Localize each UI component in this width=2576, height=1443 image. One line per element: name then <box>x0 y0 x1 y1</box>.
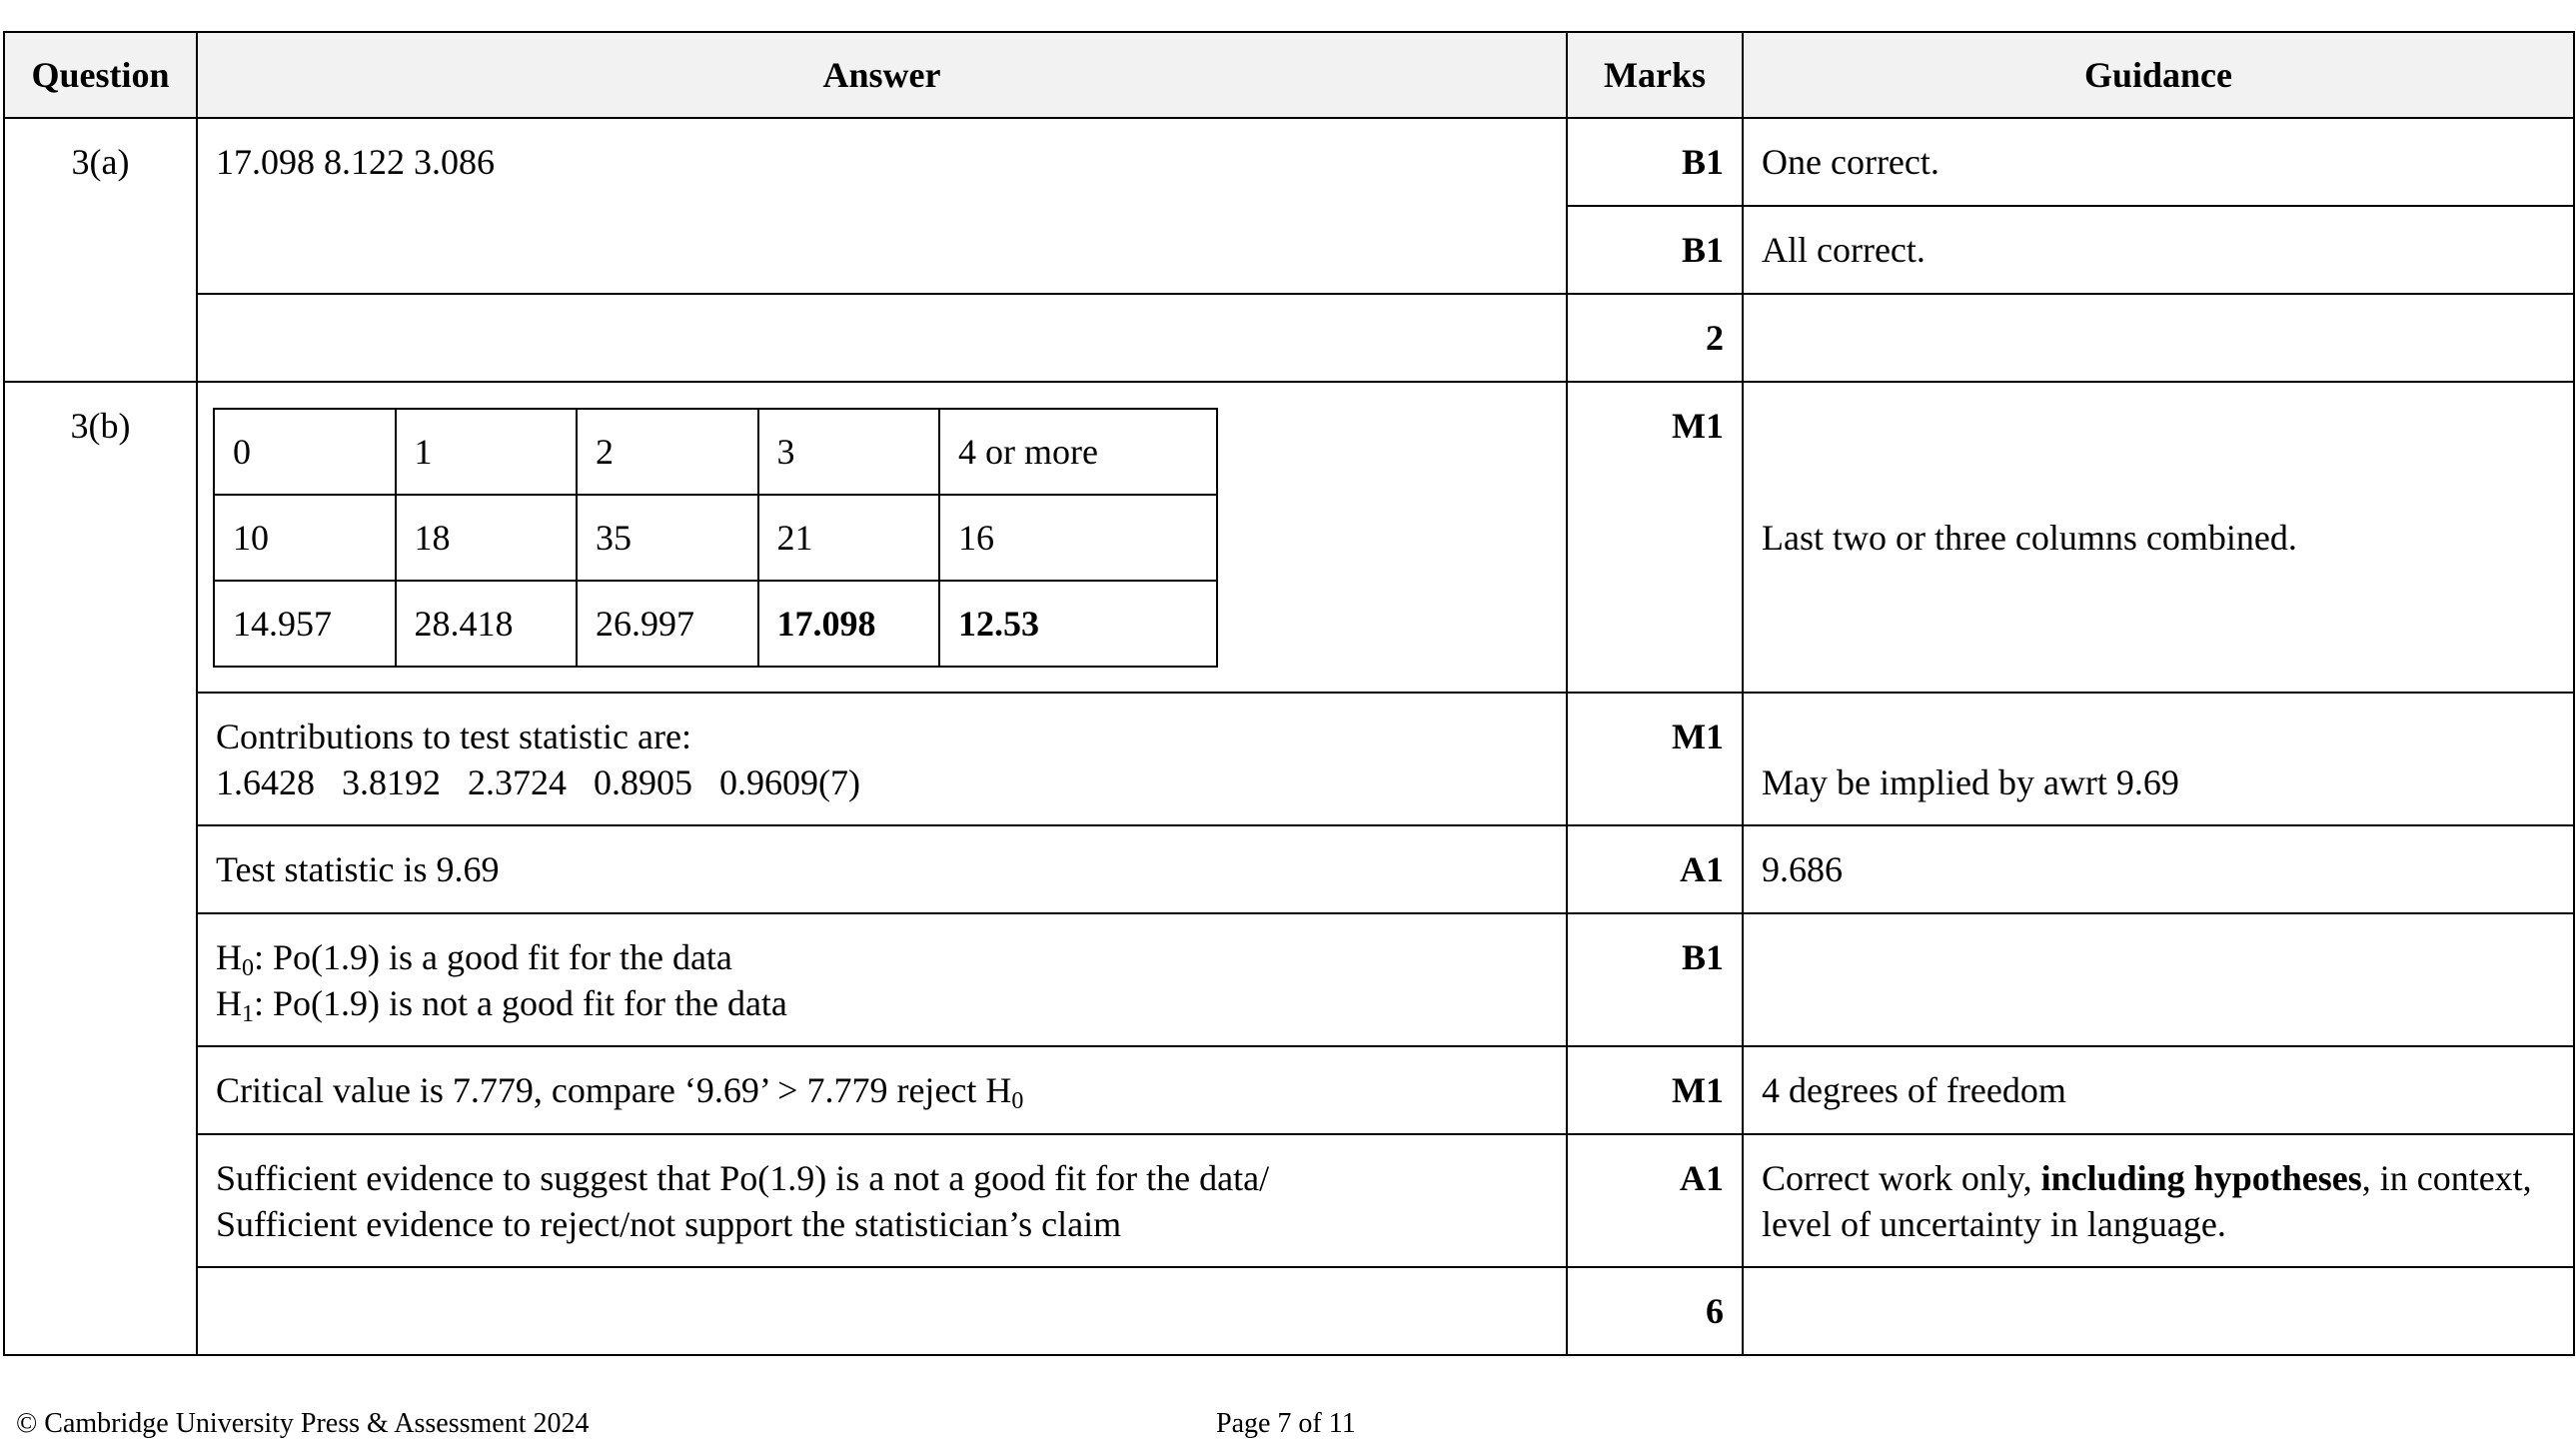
q3a-mark-1: B1 <box>1567 118 1743 206</box>
mark-scheme-table <box>3 31 2575 1356</box>
header-guidance: Guidance <box>1743 32 2574 118</box>
q3b-guidance-5: 4 degrees of freedom <box>1743 1046 2574 1134</box>
q3b-row-hypotheses <box>4 913 2574 1046</box>
conclusion-line-1: Sufficient evidence to suggest that Po(1.9) is a not a good fit for the data/ <box>216 1158 1270 1198</box>
ft-r3-c4: 17.098 <box>758 581 940 667</box>
footer-page-number: Page 7 of 11 <box>1216 1408 1356 1439</box>
q3b-mark-1: M1 <box>1567 382 1743 693</box>
q3b-total-row <box>4 1267 2574 1355</box>
q3b-guidance-4 <box>1743 913 2574 1046</box>
ft-r1-c3: 2 <box>577 409 758 495</box>
h0-text: : Po(1.9) is a good fit for the data <box>254 937 732 977</box>
q3a-total-guidance-cell <box>1743 294 2574 382</box>
frequency-table-row-observed <box>214 495 1217 581</box>
frequency-table-row-values <box>214 409 1217 495</box>
null-hypothesis <box>216 934 1548 980</box>
footer-copyright: © Cambridge University Press & Assessment 2024 <box>16 1408 590 1439</box>
h1-subscript: 1 <box>242 1001 254 1027</box>
h0-symbol: H <box>216 937 242 977</box>
q3b-hypotheses <box>197 913 1567 1046</box>
ft-r3-c2: 28.418 <box>396 581 578 667</box>
q3b-total: 6 <box>1567 1267 1743 1355</box>
ft-r1-c5: 4 or more <box>939 409 1217 495</box>
q3b-row-test-statistic <box>4 825 2574 913</box>
ft-r2-c1: 10 <box>214 495 396 581</box>
header-question: Question <box>4 32 197 118</box>
q3b-row-table <box>4 382 2574 693</box>
ft-r2-c5: 16 <box>939 495 1217 581</box>
q3b-mark-5: M1 <box>1567 1046 1743 1134</box>
h1-symbol: H <box>216 983 242 1023</box>
q3a-row-1 <box>4 118 2574 206</box>
q3b-contributions <box>197 693 1567 825</box>
ft-r2-c3: 35 <box>577 495 758 581</box>
q3b-label: 3(b) <box>4 382 197 1355</box>
ft-r1-c4: 3 <box>758 409 940 495</box>
q3a-total-row <box>4 294 2574 382</box>
critical-value-text: Critical value is 7.779, compare ‘9.69’ > 7.779 reject H <box>216 1070 1012 1110</box>
q3a-label: 3(a) <box>4 118 197 382</box>
ft-r2-c4: 21 <box>758 495 940 581</box>
q3b-guidance-2: May be implied by awrt 9.69 <box>1743 693 2574 825</box>
ft-r3-c5: 12.53 <box>939 581 1217 667</box>
q3b-frequency-table-cell <box>197 382 1567 693</box>
critical-value-subscript: 0 <box>1011 1088 1024 1114</box>
q3b-mark-2: M1 <box>1567 693 1743 825</box>
header-row <box>4 32 2574 118</box>
h1-text: : Po(1.9) is not a good fit for the data <box>254 983 787 1023</box>
q3a-guidance-1: One correct. <box>1743 118 2574 206</box>
ft-r3-c1: 14.957 <box>214 581 396 667</box>
contributions-line-1: Contributions to test statistic are: <box>216 717 691 756</box>
guidance-6-post: , in context, level of uncertainty in language. <box>1762 1158 2532 1244</box>
q3a-answer: 17.098 8.122 3.086 <box>197 118 1567 294</box>
contributions-line-2: 1.6428 3.8192 2.3724 0.8905 0.9609(7) <box>216 762 860 802</box>
ft-r2-c2: 18 <box>396 495 578 581</box>
header-marks: Marks <box>1567 32 1743 118</box>
header-answer: Answer <box>197 32 1567 118</box>
q3b-row-critical-value <box>4 1046 2574 1134</box>
frequency-table-row-expected <box>214 581 1217 667</box>
q3b-guidance-6 <box>1743 1134 2574 1267</box>
q3b-row-conclusion <box>4 1134 2574 1267</box>
q3b-total-answer-cell <box>197 1267 1567 1355</box>
conclusion-line-2: Sufficient evidence to reject/not support the statistician’s claim <box>216 1204 1122 1244</box>
q3a-total-answer-cell <box>197 294 1567 382</box>
frequency-table <box>213 408 1218 668</box>
q3a-mark-2: B1 <box>1567 206 1743 294</box>
q3b-total-guidance-cell <box>1743 1267 2574 1355</box>
q3b-row-contributions <box>4 693 2574 825</box>
ft-r1-c1: 0 <box>214 409 396 495</box>
q3b-mark-6: A1 <box>1567 1134 1743 1267</box>
q3a-total: 2 <box>1567 294 1743 382</box>
ft-r1-c2: 1 <box>396 409 578 495</box>
guidance-6-bold: including hypotheses <box>2040 1158 2362 1198</box>
q3a-guidance-2: All correct. <box>1743 206 2574 294</box>
q3b-test-statistic: Test statistic is 9.69 <box>197 825 1567 913</box>
q3b-mark-4: B1 <box>1567 913 1743 1046</box>
q3b-guidance-3: 9.686 <box>1743 825 2574 913</box>
h0-subscript: 0 <box>242 955 254 981</box>
q3b-conclusion <box>197 1134 1567 1267</box>
q3b-mark-3: A1 <box>1567 825 1743 913</box>
q3b-critical-value <box>197 1046 1567 1134</box>
ft-r3-c3: 26.997 <box>577 581 758 667</box>
guidance-6-pre: Correct work only, <box>1762 1158 2041 1198</box>
alternative-hypothesis <box>216 980 1548 1026</box>
q3b-guidance-1: Last two or three columns combined. <box>1743 382 2574 693</box>
